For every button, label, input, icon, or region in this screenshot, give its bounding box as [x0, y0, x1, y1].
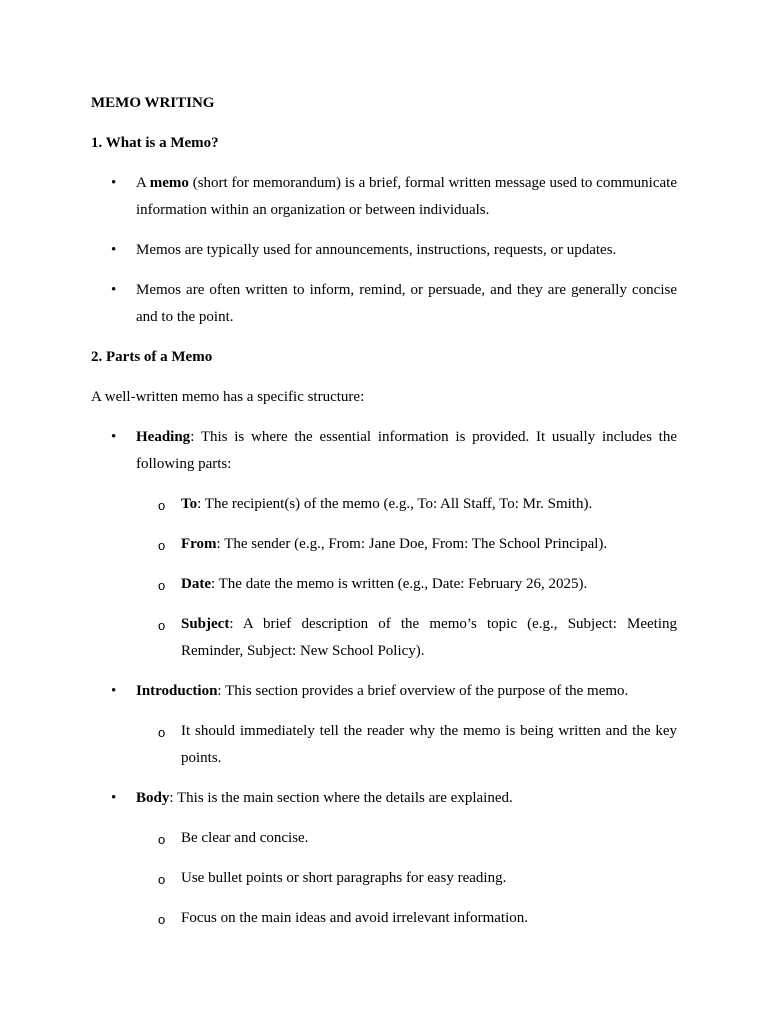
- sublist-item-date: [136, 571, 677, 598]
- list-item-bold-term: memo: [149, 175, 189, 191]
- sub-bullet-marker: o: [158, 832, 166, 847]
- list-item-bold-term: Introduction: [136, 683, 218, 699]
- heading-parts-sublist: [136, 491, 677, 665]
- sublist-item: [136, 905, 677, 932]
- sublist-item-to: [136, 491, 677, 518]
- sublist-item-text: Use bullet points or short paragraphs for easy reading.: [181, 870, 507, 886]
- sub-bullet-marker: o: [158, 498, 166, 513]
- sublist-item-text: Be clear and concise.: [181, 830, 309, 846]
- parts-intro-paragraph: A well-written memo has a specific structure:: [91, 389, 365, 405]
- list-item-body: [91, 785, 677, 932]
- bullet-marker: •: [111, 683, 117, 699]
- sublist-bold-term: Date: [181, 576, 211, 592]
- list-item-text: : This is where the essential information is provided. It usually includes the following parts:: [136, 429, 677, 472]
- list-item-text: : This is the main section where the details are explained.: [169, 790, 513, 806]
- document-content: [91, 90, 677, 945]
- bullet-marker: •: [111, 429, 117, 445]
- bullet-marker: •: [111, 175, 117, 191]
- bullet-marker: •: [111, 790, 117, 806]
- sublist-bold-term: From: [181, 536, 217, 552]
- what-is-memo-list: [91, 170, 677, 331]
- sublist-bold-term: To: [181, 496, 198, 512]
- list-item: [91, 237, 677, 264]
- list-item: [91, 277, 677, 331]
- sublist-item: [136, 718, 677, 772]
- section-heading-what-is-memo: 1. What is a Memo?: [91, 135, 219, 151]
- sublist-item-subject: [136, 611, 677, 665]
- list-item-text-prefix: A: [136, 175, 150, 191]
- sublist-item: [136, 865, 677, 892]
- list-item-heading: [91, 424, 677, 665]
- sub-bullet-marker: o: [158, 538, 166, 553]
- list-item: [91, 170, 677, 224]
- section-heading-parts-of-memo: 2. Parts of a Memo: [91, 349, 213, 365]
- bullet-marker: •: [111, 282, 117, 298]
- sub-bullet-marker: o: [158, 912, 166, 927]
- list-item-bold-term: Body: [136, 790, 170, 806]
- parts-of-memo-list: [91, 424, 677, 932]
- introduction-sublist: [136, 718, 677, 772]
- bullet-marker: •: [111, 242, 117, 258]
- sub-bullet-marker: o: [158, 578, 166, 593]
- sublist-item: [136, 825, 677, 852]
- sublist-item-from: [136, 531, 677, 558]
- list-item-text: : This section provides a brief overview of the purpose of the memo.: [217, 683, 629, 699]
- sublist-bold-term: Subject: [181, 616, 230, 632]
- list-item-bold-term: Heading: [136, 429, 191, 445]
- sublist-item-text: : The sender (e.g., From: Jane Doe, From: The School Principal).: [216, 536, 608, 552]
- sublist-item-text: : The recipient(s) of the memo (e.g., To: All Staff, To: Mr. Smith).: [197, 496, 593, 512]
- document-title: MEMO WRITING: [91, 95, 215, 111]
- sub-bullet-marker: o: [158, 872, 166, 887]
- list-item-text: Memos are often written to inform, remind, or persuade, and they are generally concise and to the point.: [136, 282, 677, 325]
- list-item-introduction: [91, 678, 677, 772]
- body-sublist: [136, 825, 677, 932]
- list-item-text: (short for memorandum) is a brief, formal written message used to communicate information within an organization or between individuals.: [136, 175, 677, 218]
- list-item-text: Memos are typically used for announcements, instructions, requests, or updates.: [136, 242, 617, 258]
- sub-bullet-marker: o: [158, 618, 166, 633]
- sublist-item-text: It should immediately tell the reader why the memo is being written and the key points.: [181, 723, 677, 766]
- sublist-item-text: : A brief description of the memo’s topic (e.g., Subject: Meeting Reminder, Subject: New School Policy).: [181, 616, 677, 659]
- sub-bullet-marker: o: [158, 725, 166, 740]
- sublist-item-text: Focus on the main ideas and avoid irrelevant information.: [181, 910, 528, 926]
- sublist-item-text: : The date the memo is written (e.g., Date: February 26, 2025).: [211, 576, 588, 592]
